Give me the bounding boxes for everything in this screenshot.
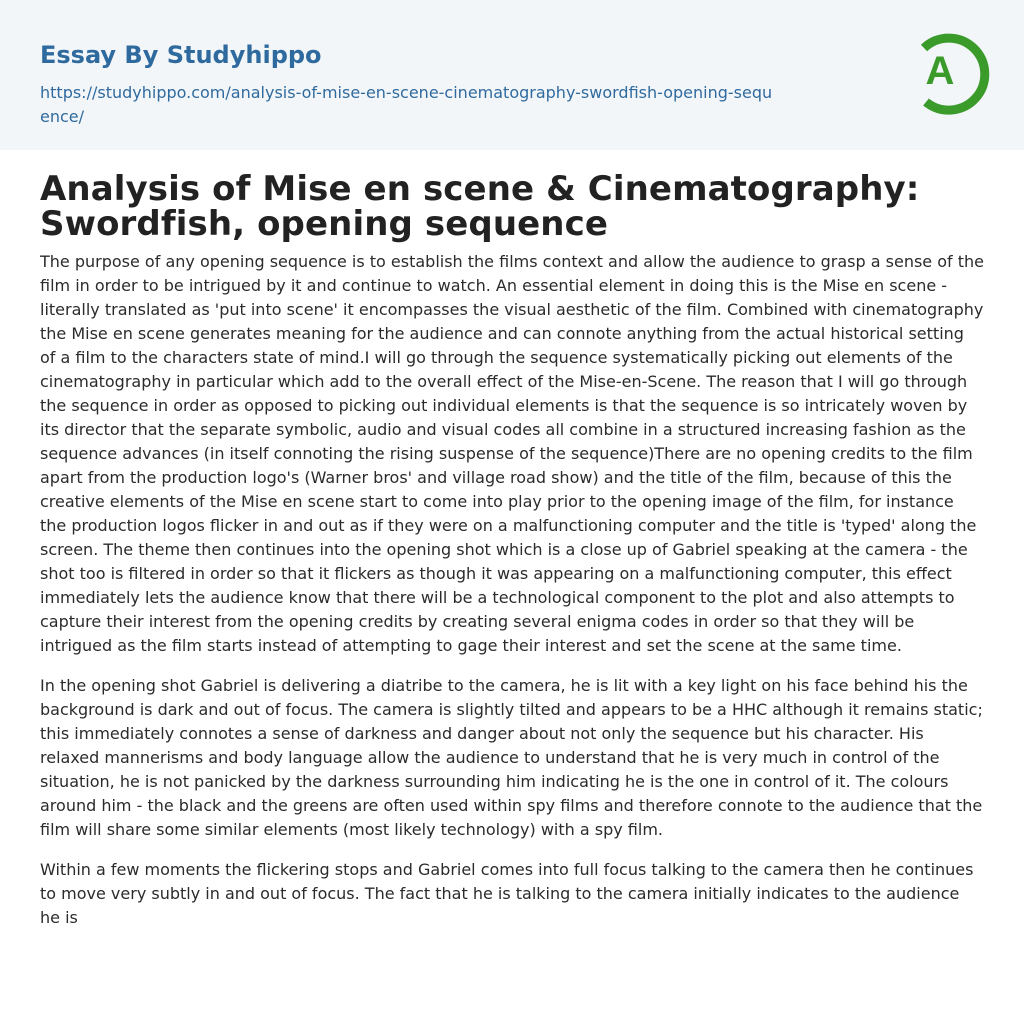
source-url-link[interactable]: https://studyhippo.com/analysis-of-mise-en-scene-cinematography-swordfish-opening-sequence/ [40,83,773,126]
essay-title: Analysis of Mise en scene & Cinematography: Swordfish, opening sequence [40,169,920,244]
site-title[interactable]: Essay By Studyhippo [40,41,322,69]
essay-body [40,250,984,930]
essay-paragraph-1: The purpose of any opening sequence is to establish the films context and allow the audience to grasp a sense of the film in order to be intrigued by it and continue to watch. An essential element in doing this is the Mise en scene - literally translated as 'put into scene' it encompasses the visual aesthetic of the film. Combined with cinematography the Mise en scene generates meaning for the audience and can connote anything from the actual historical setting of a film to the characters state of mind.I will go through the sequence systematically picking out elements of the cinematography in particular which add to the overall effect of the Mise-en-Scene. The reason that I will go through the sequence in order as opposed to picking out individual elements is that the sequence is so intricately woven by its director that the separate symbolic, audio and visual codes all combine in a structured increasing fashion as the sequence advances (in itself connoting the rising suspense of the sequence)There are no opening credits to the film apart from the production logo's (Warner bros' and village road show) and the title of the film, because of this the creative elements of the Mise en scene start to come into play prior to the opening image of the film, for instance the production logos flicker in and out as if they were on a malfunctioning computer and the title is 'typed' along the screen. The theme then continues into the opening shot which is a close up of Gabriel speaking at the camera - the shot too is filtered in order so that it flickers as though it was appearing on a malfunctioning computer, this effect immediately lets the audience know that there will be a technological component to the plot and also attempts to capture their interest from the opening credits by creating several enigma codes in order so that they will be intrigued as the film starts instead of attempting to gage their interest and set the scene at the same time. [40,252,984,655]
essay-paragraph-3: Within a few moments the flickering stops and Gabriel comes into full focus talking to the camera then he continues to move very subtly in and out of focus. The fact that he is talking to the camera initially indicates to the audience he is [40,860,974,927]
studyhippo-logo-icon[interactable] [910,28,990,116]
essay-paragraph-2: In the opening shot Gabriel is delivering a diatribe to the camera, he is lit with a key light on his face behind his the background is dark and out of focus. The camera is slightly tilted and appears to be a HHC although it remains static; this immediately connotes a sense of darkness and danger about not only the sequence but his character. His relaxed mannerisms and body language allow the audience to understand that he is very much in control of the situation, he is not panicked by the darkness surrounding him indicating he is the one in control of it. The colours around him - the black and the greens are often used within spy films and therefore connote to the audience that the film will share some similar elements (most likely technology) with a spy film. [40,676,983,839]
logo-letter: A [925,49,955,93]
main-content [0,169,1024,930]
site-header [0,0,1024,150]
